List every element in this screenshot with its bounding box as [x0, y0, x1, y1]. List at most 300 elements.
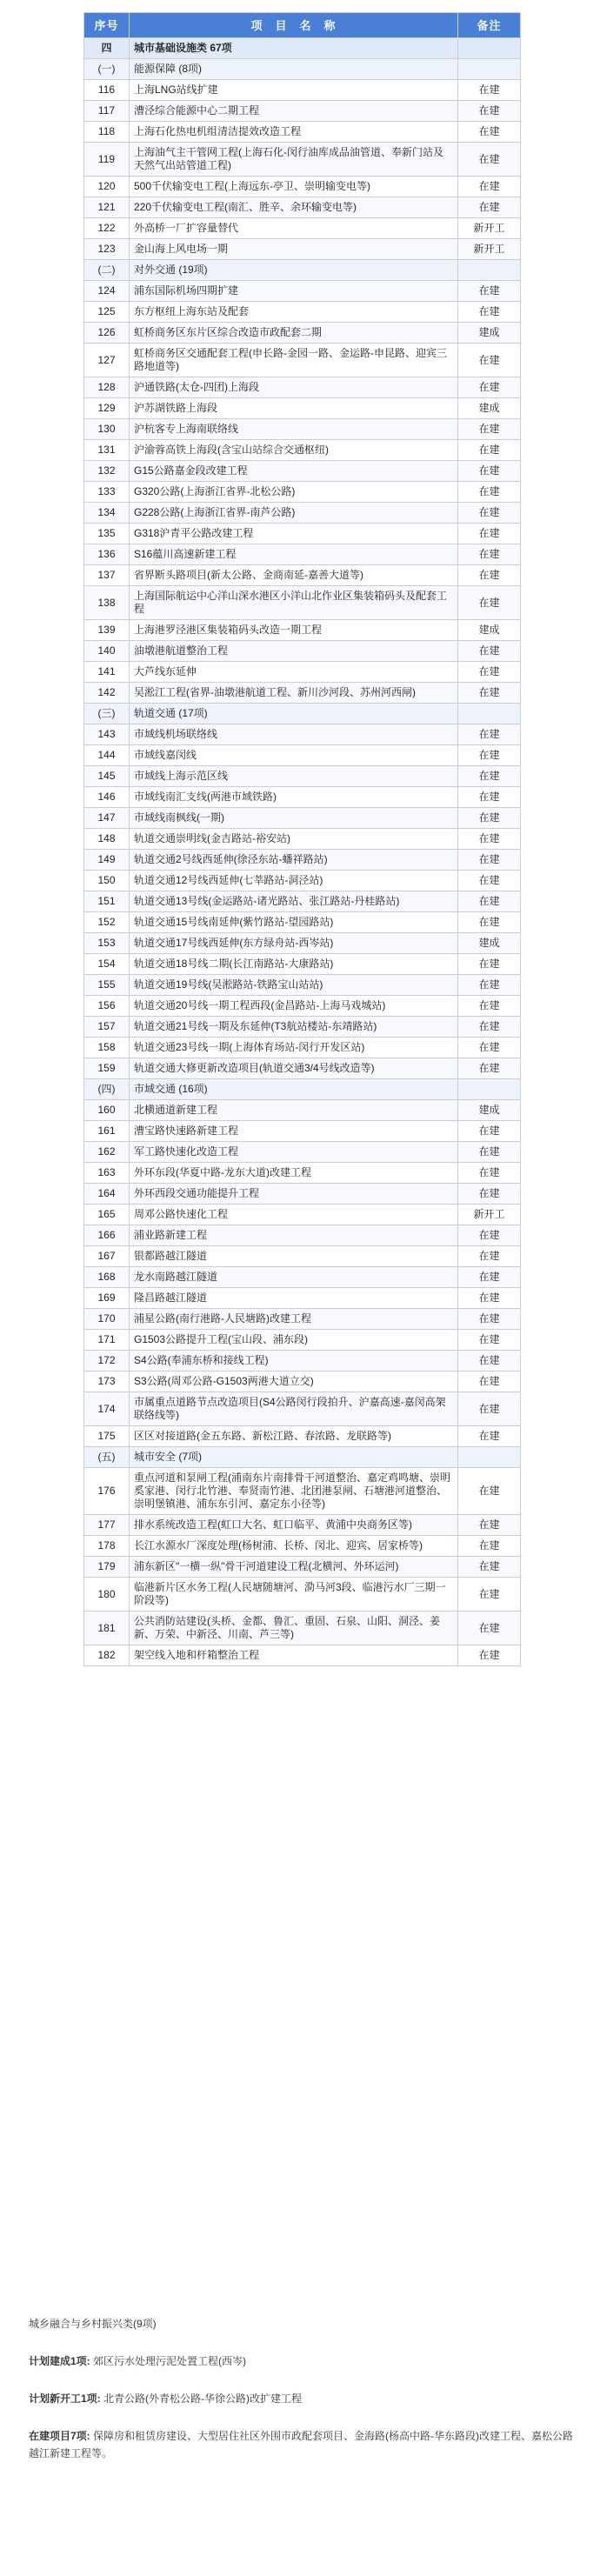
table-row [84, 1468, 521, 1515]
note-cell: 在建 [458, 724, 521, 745]
project-name-cell: 周邓公路快速化工程 [130, 1205, 458, 1225]
serial-cell: 165 [84, 1205, 130, 1225]
table-row [84, 1351, 521, 1371]
note-cell: 在建 [458, 954, 521, 975]
note-cell: 在建 [458, 891, 521, 912]
serial-cell: 163 [84, 1163, 130, 1184]
table-row [84, 1612, 521, 1645]
project-name-cell: G1503公路提升工程(宝山段、浦东段) [130, 1330, 458, 1351]
table-row [84, 871, 521, 891]
table-row [84, 101, 521, 122]
table-row [84, 745, 521, 766]
table-row [84, 787, 521, 808]
note-cell: 在建 [458, 1267, 521, 1288]
serial-cell: 182 [84, 1645, 130, 1666]
project-name-cell: 外高桥一厂扩容量替代 [130, 218, 458, 239]
note-cell [458, 704, 521, 724]
project-name-cell: 能源保障 (8项) [130, 59, 458, 80]
table-row [84, 1163, 521, 1184]
table-row [84, 565, 521, 586]
project-name-cell: 沪苏湖铁路上海段 [130, 398, 458, 419]
table-row [84, 1557, 521, 1578]
note-cell: 在建 [458, 344, 521, 377]
serial-cell: (四) [84, 1079, 130, 1100]
project-name-cell: 市域线南枫线(一期) [130, 808, 458, 829]
table-row [84, 1371, 521, 1392]
note-cell: 在建 [458, 683, 521, 704]
serial-cell: 156 [84, 996, 130, 1017]
note-text: 城乡融合与乡村振兴类(9项) [29, 2318, 157, 2330]
serial-cell: 134 [84, 503, 130, 524]
table-row [84, 1246, 521, 1267]
project-name-cell: 市域线南汇支线(两港市域铁路) [130, 787, 458, 808]
serial-cell: 170 [84, 1309, 130, 1330]
note-cell: 在建 [458, 1645, 521, 1666]
serial-cell: 154 [84, 954, 130, 975]
serial-cell: (一) [84, 59, 130, 80]
serial-cell: 150 [84, 871, 130, 891]
table-row [84, 724, 521, 745]
serial-cell: 164 [84, 1184, 130, 1205]
table-row [84, 1184, 521, 1205]
table-row [84, 377, 521, 398]
note-cell: 在建 [458, 1184, 521, 1205]
note-cell: 在建 [458, 1351, 521, 1371]
project-name-cell: 轨道交通18号线二期(长江南路站-大康路站) [130, 954, 458, 975]
header-serial: 序号 [84, 13, 130, 38]
serial-cell: 142 [84, 683, 130, 704]
note-text: 保障房和租赁房建设、大型居住社区外围市政配套项目、金海路(杨高中路-华东路段)改建工程、嘉松公路越江新建工程等。 [29, 2430, 574, 2459]
serial-cell: 124 [84, 281, 130, 302]
table-row [84, 933, 521, 954]
note-cell: 在建 [458, 766, 521, 787]
serial-cell: 151 [84, 891, 130, 912]
serial-cell: 159 [84, 1058, 130, 1079]
project-name-cell: G318沪青平公路改建工程 [130, 524, 458, 544]
notes-category-title [29, 2315, 577, 2332]
note-cell: 在建 [458, 1121, 521, 1142]
serial-cell: 161 [84, 1121, 130, 1142]
project-name-cell: 城市安全 (7项) [130, 1447, 458, 1468]
project-name-cell: 市属重点道路节点改造项目(S4公路闵行段拍升、沪嘉高速-嘉闵高架联络线等) [130, 1392, 458, 1426]
note-cell: 在建 [458, 829, 521, 850]
project-name-cell: 对外交通 (19项) [130, 260, 458, 281]
project-name-cell: 大芦线东延伸 [130, 662, 458, 683]
project-name-cell: 轨道交通13号线(金运路站-诸光路站、张江路站-丹桂路站) [130, 891, 458, 912]
project-name-cell: 省界断头路项目(新太公路、金商南延-嘉善大道等) [130, 565, 458, 586]
table-row [84, 1100, 521, 1121]
serial-cell: 158 [84, 1038, 130, 1058]
project-name-cell: 轨道交通23号线一期(上海体育场站-闵行开发区站) [130, 1038, 458, 1058]
note-cell: 在建 [458, 850, 521, 871]
project-name-cell: 外环西段交通功能提升工程 [130, 1184, 458, 1205]
note-label: 计划新开工1项: [29, 2392, 101, 2405]
table-row [84, 143, 521, 177]
table-row [84, 1578, 521, 1612]
table-row [84, 440, 521, 461]
note-cell: 在建 [458, 1163, 521, 1184]
table-row [84, 912, 521, 933]
serial-cell: 176 [84, 1468, 130, 1515]
project-name-cell: 漕宝路快速路新建工程 [130, 1121, 458, 1142]
note-cell: 在建 [458, 912, 521, 933]
project-name-cell: 架空线入地和杆箱整治工程 [130, 1645, 458, 1666]
serial-cell: 132 [84, 461, 130, 482]
table-row [84, 281, 521, 302]
table-row [84, 1309, 521, 1330]
project-name-cell: 军工路快速化改造工程 [130, 1142, 458, 1163]
serial-cell: 四 [84, 38, 130, 59]
note-cell: 在建 [458, 1612, 521, 1645]
project-name-cell: 沪杭客专上海南联络线 [130, 419, 458, 440]
table-row [84, 1058, 521, 1079]
serial-cell: 171 [84, 1330, 130, 1351]
project-name-cell: 金山海上风电场一期 [130, 239, 458, 260]
serial-cell: 136 [84, 544, 130, 565]
project-name-cell: G320公路(上海浙江省界-北松公路) [130, 482, 458, 503]
note-cell: 在建 [458, 1426, 521, 1447]
serial-cell: 119 [84, 143, 130, 177]
project-name-cell: 上海港罗泾港区集装箱码头改造一期工程 [130, 620, 458, 641]
table-row [84, 996, 521, 1017]
table-row [84, 239, 521, 260]
note-cell: 在建 [458, 871, 521, 891]
project-name-cell: 油墩港航道整治工程 [130, 641, 458, 662]
table-row [84, 1017, 521, 1038]
note-cell: 在建 [458, 377, 521, 398]
header-note: 备注 [458, 13, 521, 38]
note-cell: 在建 [458, 1309, 521, 1330]
project-name-cell: 220千伏输变电工程(南汇、胜辛、余环输变电等) [130, 197, 458, 218]
serial-cell: 139 [84, 620, 130, 641]
serial-cell: 126 [84, 323, 130, 344]
note-cell: 在建 [458, 197, 521, 218]
table-row [84, 641, 521, 662]
table-row [84, 620, 521, 641]
table-row [84, 482, 521, 503]
serial-cell: 168 [84, 1267, 130, 1288]
table-row [84, 850, 521, 871]
project-name-cell: S3公路(周邓公路-G1503两港大道立交) [130, 1371, 458, 1392]
table-row [84, 808, 521, 829]
notes-completed [29, 2352, 577, 2370]
table-row [84, 398, 521, 419]
serial-cell: 152 [84, 912, 130, 933]
notes-new-start [29, 2390, 577, 2407]
project-name-cell: 市域线嘉闵线 [130, 745, 458, 766]
note-cell: 建成 [458, 323, 521, 344]
note-cell: 在建 [458, 461, 521, 482]
note-cell: 在建 [458, 1468, 521, 1515]
table-row [84, 1645, 521, 1666]
serial-cell: 144 [84, 745, 130, 766]
table-row [84, 1536, 521, 1557]
note-cell: 在建 [458, 787, 521, 808]
serial-cell: 130 [84, 419, 130, 440]
section-row [84, 38, 521, 59]
serial-cell: 169 [84, 1288, 130, 1309]
group-row [84, 260, 521, 281]
table-row [84, 975, 521, 996]
serial-cell: 146 [84, 787, 130, 808]
project-name-cell: 沪通铁路(太仓-四团)上海段 [130, 377, 458, 398]
serial-cell: 153 [84, 933, 130, 954]
note-cell [458, 38, 521, 59]
note-cell: 在建 [458, 565, 521, 586]
note-cell: 在建 [458, 122, 521, 143]
project-name-cell: 排水系统改造工程(虹口大名、虹口临平、黄浦中央商务区等) [130, 1515, 458, 1536]
project-name-cell: 浦星公路(南行港路-人民塘路)改建工程 [130, 1309, 458, 1330]
table-row [84, 586, 521, 620]
note-cell [458, 59, 521, 80]
note-cell: 在建 [458, 524, 521, 544]
project-name-cell: 上海石化热电机组清洁提效改造工程 [130, 122, 458, 143]
serial-cell: 140 [84, 641, 130, 662]
note-cell [458, 260, 521, 281]
table-row [84, 829, 521, 850]
table-row [84, 1205, 521, 1225]
note-cell: 在建 [458, 1536, 521, 1557]
table-row [84, 1038, 521, 1058]
project-name-cell: 轨道交通19号线(吴淞路站-铁路宝山站站) [130, 975, 458, 996]
note-cell: 在建 [458, 1246, 521, 1267]
note-cell: 在建 [458, 1058, 521, 1079]
project-name-cell: 浦东新区"一横一纵"骨干河道建设工程(北横河、外环运河) [130, 1557, 458, 1578]
table-row [84, 80, 521, 101]
note-cell: 新开工 [458, 1205, 521, 1225]
note-cell: 在建 [458, 1330, 521, 1351]
serial-cell: 179 [84, 1557, 130, 1578]
serial-cell: 167 [84, 1246, 130, 1267]
note-cell: 在建 [458, 1578, 521, 1612]
serial-cell: 177 [84, 1515, 130, 1536]
project-name-cell: 临港新片区水务工程(人民塘随塘河、泐马河3段、临港污水厂三期一阶段等) [130, 1578, 458, 1612]
serial-cell: 118 [84, 122, 130, 143]
note-cell: 建成 [458, 1100, 521, 1121]
note-cell: 在建 [458, 1371, 521, 1392]
note-cell: 在建 [458, 302, 521, 323]
note-cell: 在建 [458, 80, 521, 101]
note-label: 计划建成1项: [29, 2355, 90, 2367]
project-name-cell: 隆昌路越江隧道 [130, 1288, 458, 1309]
serial-cell: 162 [84, 1142, 130, 1163]
group-row [84, 1079, 521, 1100]
table-row [84, 1225, 521, 1246]
project-name-cell: 城市基础设施类 67项 [130, 38, 458, 59]
table-row [84, 218, 521, 239]
table-row [84, 302, 521, 323]
notes-in-progress [29, 2427, 577, 2462]
serial-cell: 125 [84, 302, 130, 323]
serial-cell: (五) [84, 1447, 130, 1468]
serial-cell: 148 [84, 829, 130, 850]
note-cell: 在建 [458, 1142, 521, 1163]
project-name-cell: 上海油气主干管网工程(上海石化-闵行油库成品油管道、奉新门站及天然气出站管道工程) [130, 143, 458, 177]
serial-cell: 172 [84, 1351, 130, 1371]
note-cell: 建成 [458, 933, 521, 954]
serial-cell: 141 [84, 662, 130, 683]
table-row [84, 1392, 521, 1426]
project-name-cell: 上海国际航运中心洋山深水港区小洋山北作业区集装箱码头及配套工程 [130, 586, 458, 620]
project-name-cell: 龙水南路越江隧道 [130, 1267, 458, 1288]
project-name-cell: 轨道交通崇明线(金吉路站-裕安站) [130, 829, 458, 850]
note-cell: 在建 [458, 808, 521, 829]
note-cell: 建成 [458, 620, 521, 641]
note-cell: 在建 [458, 1017, 521, 1038]
serial-cell: 143 [84, 724, 130, 745]
project-name-cell: S4公路(奉浦东桥和接线工程) [130, 1351, 458, 1371]
serial-cell: 166 [84, 1225, 130, 1246]
table-row [84, 544, 521, 565]
note-cell: 在建 [458, 975, 521, 996]
table-row [84, 1515, 521, 1536]
serial-cell: 149 [84, 850, 130, 871]
header-project-name: 项 目 名 称 [130, 13, 458, 38]
table-row [84, 662, 521, 683]
project-name-cell: 公共消防站建设(头桥、金都、鲁汇、重固、石泉、山阳、洞泾、姜新、万荣、中新泾、川南、芦三等) [130, 1612, 458, 1645]
project-name-cell: 浦东国际机场四期扩建 [130, 281, 458, 302]
project-name-cell: 市域线机场联络线 [130, 724, 458, 745]
serial-cell: 131 [84, 440, 130, 461]
serial-cell: 129 [84, 398, 130, 419]
note-cell: 在建 [458, 1288, 521, 1309]
project-name-cell: S16蕴川高速新建工程 [130, 544, 458, 565]
table-header [84, 13, 521, 38]
note-cell [458, 1079, 521, 1100]
serial-cell: 123 [84, 239, 130, 260]
note-cell: 在建 [458, 586, 521, 620]
project-name-cell: 银都路越江隧道 [130, 1246, 458, 1267]
note-cell: 在建 [458, 1392, 521, 1426]
project-name-cell: 浦业路新建工程 [130, 1225, 458, 1246]
note-label: 在建项目7项: [29, 2430, 90, 2442]
serial-cell: 173 [84, 1371, 130, 1392]
note-cell: 在建 [458, 641, 521, 662]
project-name-cell: 虹桥商务区东片区综合改造市政配套二期 [130, 323, 458, 344]
serial-cell: 181 [84, 1612, 130, 1645]
serial-cell: 135 [84, 524, 130, 544]
note-cell: 在建 [458, 281, 521, 302]
project-name-cell: 吴淞江工程(省界-油墩港航道工程、新川沙河段、苏州河西闸) [130, 683, 458, 704]
serial-cell: 180 [84, 1578, 130, 1612]
project-name-cell: 漕泾综合能源中心二期工程 [130, 101, 458, 122]
table-row [84, 683, 521, 704]
serial-cell: 121 [84, 197, 130, 218]
table-row [84, 344, 521, 377]
note-cell: 在建 [458, 662, 521, 683]
note-text: 北青公路(外青松公路-华徐公路)改扩建工程 [103, 2392, 303, 2405]
project-name-cell: G228公路(上海浙江省界-南芦公路) [130, 503, 458, 524]
table-row [84, 177, 521, 197]
table-row [84, 197, 521, 218]
project-name-cell: 轨道交通大修更新改造项目(轨道交通3/4号线改造等) [130, 1058, 458, 1079]
note-cell: 在建 [458, 1225, 521, 1246]
note-cell: 在建 [458, 419, 521, 440]
table-row [84, 1426, 521, 1447]
project-name-cell: 轨道交通20号线一期工程西段(金昌路站-上海马戏城站) [130, 996, 458, 1017]
serial-cell: 160 [84, 1100, 130, 1121]
note-cell: 在建 [458, 482, 521, 503]
group-row [84, 59, 521, 80]
table-row [84, 1288, 521, 1309]
group-row [84, 704, 521, 724]
project-name-cell: 重点河道和泵闸工程(浦南东片南排骨干河道整治、嘉定鸡鸣塘、崇明奚家港、闵行北竹港、奉贤南竹港、北团港泵闸、石塘港河道整治、崇明堡镇港、浦东东引河、嘉定东小径等) [130, 1468, 458, 1515]
project-name-cell: 轨道交通17号线西延伸(东方绿舟站-西岑站) [130, 933, 458, 954]
serial-cell: (二) [84, 260, 130, 281]
serial-cell: 127 [84, 344, 130, 377]
project-name-cell: 长江水源水厂深度处理(杨树浦、长桥、闵北、迎宾、居家桥等) [130, 1536, 458, 1557]
note-text: 郊区污水处理污泥处置工程(西岑) [93, 2355, 247, 2367]
note-cell: 建成 [458, 398, 521, 419]
note-cell [458, 1447, 521, 1468]
note-cell: 在建 [458, 101, 521, 122]
project-name-cell: 轨道交通 (17项) [130, 704, 458, 724]
serial-cell: (三) [84, 704, 130, 724]
table-row [84, 1330, 521, 1351]
table-row [84, 766, 521, 787]
serial-cell: 133 [84, 482, 130, 503]
table-row [84, 419, 521, 440]
table-row [84, 524, 521, 544]
note-cell: 新开工 [458, 239, 521, 260]
serial-cell: 157 [84, 1017, 130, 1038]
serial-cell: 122 [84, 218, 130, 239]
project-name-cell: 500千伏输变电工程(上海远东-亭卫、崇明输变电等) [130, 177, 458, 197]
group-row [84, 1447, 521, 1468]
serial-cell: 120 [84, 177, 130, 197]
project-name-cell: 虹桥商务区交通配套工程(申长路-金园一路、金运路-申昆路、迎宾三路地道等) [130, 344, 458, 377]
serial-cell: 178 [84, 1536, 130, 1557]
note-cell: 在建 [458, 143, 521, 177]
note-cell: 在建 [458, 1515, 521, 1536]
project-name-cell: 轨道交通2号线西延伸(徐泾东站-蟠祥路站) [130, 850, 458, 871]
project-name-cell: 上海LNG站线扩建 [130, 80, 458, 101]
serial-cell: 175 [84, 1426, 130, 1447]
serial-cell: 128 [84, 377, 130, 398]
table-row [84, 323, 521, 344]
table-row [84, 1142, 521, 1163]
project-name-cell: 轨道交通21号线一期及东延伸(T3航站楼站-东靖路站) [130, 1017, 458, 1038]
project-name-cell: 北横通道新建工程 [130, 1100, 458, 1121]
project-table [83, 12, 521, 1666]
serial-cell: 138 [84, 586, 130, 620]
project-name-cell: 市域交通 (16项) [130, 1079, 458, 1100]
serial-cell: 174 [84, 1392, 130, 1426]
note-cell: 在建 [458, 440, 521, 461]
table-row [84, 461, 521, 482]
project-name-cell: 外环东段(华夏中路-龙东大道)改建工程 [130, 1163, 458, 1184]
table-row [84, 891, 521, 912]
project-name-cell: 沪渝蓉高铁上海段(含宝山站综合交通枢纽) [130, 440, 458, 461]
project-name-cell: 东方枢纽上海东站及配套 [130, 302, 458, 323]
note-cell: 在建 [458, 503, 521, 524]
note-cell: 在建 [458, 177, 521, 197]
table-row [84, 1267, 521, 1288]
note-cell: 在建 [458, 544, 521, 565]
serial-cell: 117 [84, 101, 130, 122]
project-name-cell: 区区对接道路(金五东路、新松江路、春浓路、龙联路等) [130, 1426, 458, 1447]
note-cell: 在建 [458, 745, 521, 766]
serial-cell: 155 [84, 975, 130, 996]
serial-cell: 137 [84, 565, 130, 586]
note-cell: 在建 [458, 1038, 521, 1058]
note-cell: 在建 [458, 996, 521, 1017]
table-row [84, 503, 521, 524]
project-name-cell: 轨道交通15号线南延伸(紫竹路站-望园路站) [130, 912, 458, 933]
project-name-cell: 市域线上海示范区线 [130, 766, 458, 787]
serial-cell: 147 [84, 808, 130, 829]
serial-cell: 145 [84, 766, 130, 787]
